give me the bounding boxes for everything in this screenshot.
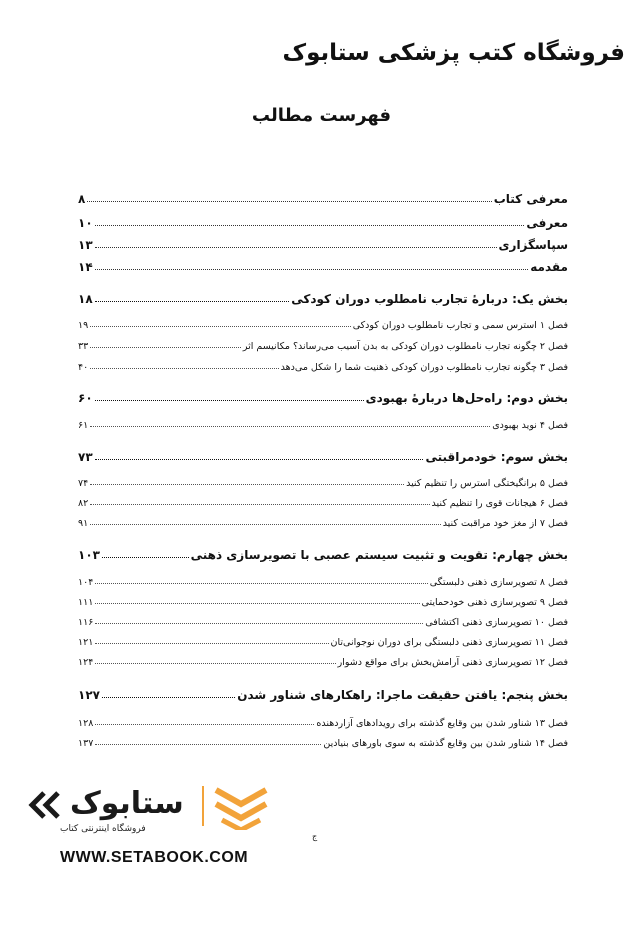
toc-entry-title: فصل ۱۳ شناور شدن بین وقایع گذشته برای رویدادهای آزاردهنده	[316, 718, 568, 729]
toc-entry-title: فصل ۴ نوید بهبودی	[492, 420, 568, 431]
toc-entry-title: فصل ۱۴ شناور شدن بین وقایع گذشته به سوی باورهای بنیادین	[323, 738, 568, 749]
toc-entry-page: ۹۱	[78, 518, 89, 529]
logo-url: WWW.SETABOOK.COM	[60, 849, 249, 866]
toc-entry-page: ۱۰۳	[78, 548, 100, 562]
toc-front-entry	[78, 192, 568, 206]
dot-leader	[90, 504, 429, 505]
toc-entry-page: ۴۰	[78, 362, 89, 373]
toc-entry-page: ۱۳	[78, 238, 93, 252]
arrow-logo-icon	[26, 790, 66, 820]
dot-leader	[90, 484, 404, 485]
toc-chapter-entry	[78, 362, 568, 373]
toc-chapter-entry	[78, 718, 568, 729]
toc-entry-page: ۱۱۱	[78, 597, 94, 608]
logo-tagline: فروشگاه اینترنتی کتاب	[60, 824, 146, 834]
toc-front-entry	[78, 260, 568, 274]
toc-chapter-entry	[78, 738, 568, 749]
toc-chapter-entry	[78, 320, 568, 331]
toc-entry-title: بخش سوم: خودمراقبتی	[425, 450, 568, 464]
dot-leader	[102, 557, 189, 558]
dot-leader	[95, 247, 497, 248]
toc-entry-page: ۱۰	[78, 216, 93, 230]
toc-entry-page: ۱۱۶	[78, 617, 94, 628]
toc-entry-title: بخش چهارم: تقویت و تثبیت سیستم عصبی با تصویرسازی ذهنی	[190, 548, 568, 562]
toc-entry-title: بخش یک: دربارهٔ تجارب نامطلوب دوران کودکی	[291, 292, 568, 306]
toc-entry-title: فصل ۱۰ تصویرسازی ذهنی اکتشافی	[425, 617, 568, 628]
toc-part-entry	[78, 548, 568, 562]
toc-part-entry	[78, 450, 568, 464]
toc-entry-page: ۷۴	[78, 478, 89, 489]
toc-entry-page: ۳۳	[78, 341, 89, 352]
toc-entry-title: سپاسگزاری	[498, 238, 568, 252]
toc-entry-page: ۶۰	[78, 391, 93, 405]
toc-chapter-entry	[78, 657, 568, 668]
toc-entry-title: فصل ۷ از مغز خود مراقبت کنید	[442, 518, 568, 529]
dot-leader	[95, 301, 290, 302]
toc-chapter-entry	[78, 577, 568, 588]
store-title: فروشگاه کتب پزشکی ستابوک	[282, 40, 625, 66]
toc-entry-title: فصل ۱۲ تصویرسازی ذهنی آرامش‌بخش برای مواقع دشوار	[337, 657, 568, 668]
toc-entry-title: فصل ۵ برانگیختگی استرس را تنظیم کنید	[406, 478, 568, 489]
toc-chapter-entry	[78, 617, 568, 628]
toc-entry-page: ۱۹	[78, 320, 89, 331]
dot-leader	[90, 347, 241, 348]
toc-entry-page: ۱۸	[78, 292, 93, 306]
toc-entry-title: فصل ۶ هیجانات قوی را تنظیم کنید	[431, 498, 568, 509]
toc-entry-title: فصل ۱ استرس سمی و تجارب نامطلوب دوران کودکی	[352, 320, 568, 331]
toc-chapter-entry	[78, 518, 568, 529]
dot-leader	[102, 697, 235, 698]
toc-entry-page: ۸۲	[78, 498, 89, 509]
toc-front-entry	[78, 216, 568, 230]
toc-entry-page: ۱۲۷	[78, 688, 100, 702]
toc-entry-page: ۶۱	[78, 420, 89, 431]
logo-separator	[202, 786, 204, 826]
dot-leader	[95, 724, 314, 725]
toc-entry-title: مقدمه	[530, 260, 568, 274]
toc-entry-page: ۸	[78, 192, 86, 206]
toc-entry-title: فصل ۹ تصویرسازی ذهنی خودحمایتی	[421, 597, 568, 608]
logo-brand-text: ستابوک	[70, 786, 184, 821]
toc-part-entry	[78, 292, 568, 306]
book-stack-logo-icon	[212, 784, 270, 830]
toc-chapter-entry	[78, 637, 568, 648]
dot-leader	[95, 744, 321, 745]
toc-front-entry	[78, 238, 568, 252]
toc-entry-title: بخش دوم: راه‌حل‌ها دربارهٔ بهبودی	[365, 391, 568, 405]
toc-title: فهرست مطالب	[251, 105, 392, 126]
dot-leader	[87, 201, 491, 202]
toc-entry-page: ۱۳۷	[78, 738, 94, 749]
dot-leader	[95, 583, 427, 584]
dot-leader	[95, 643, 328, 644]
dot-leader	[95, 269, 529, 270]
page-number: ج	[312, 832, 318, 841]
toc-chapter-entry	[78, 420, 568, 431]
toc-chapter-entry	[78, 498, 568, 509]
toc-entry-title: بخش پنجم: یافتن حقیقت ماجرا: راهکارهای شناور شدن	[237, 688, 568, 702]
dot-leader	[95, 225, 525, 226]
toc-part-entry	[78, 391, 568, 405]
dot-leader	[90, 326, 351, 327]
dot-leader	[95, 400, 364, 401]
toc-entry-page: ۱۴	[78, 260, 93, 274]
toc-part-entry	[78, 688, 568, 702]
toc-entry-title: فصل ۸ تصویرسازی ذهنی دلبستگی	[429, 577, 568, 588]
toc-entry-page: ۱۲۸	[78, 718, 94, 729]
dot-leader	[95, 459, 424, 460]
toc-entry-title: معرفی	[526, 216, 568, 230]
toc-chapter-entry	[78, 478, 568, 489]
toc-entry-title: فصل ۱۱ تصویرسازی ذهنی دلبستگی برای دوران نوجوانی‌تان	[330, 637, 568, 648]
dot-leader	[90, 426, 490, 427]
toc-entry-page: ۷۳	[78, 450, 93, 464]
dot-leader	[95, 663, 335, 664]
dot-leader	[95, 603, 419, 604]
toc-entry-page: ۱۲۱	[78, 637, 94, 648]
toc-entry-title: فصل ۳ چگونه تجارب نامطلوب دوران کودکی ذهنیت شما را شکل می‌دهد	[280, 362, 568, 373]
toc-chapter-entry	[78, 341, 568, 352]
dot-leader	[90, 368, 278, 369]
toc-chapter-entry	[78, 597, 568, 608]
toc-entry-title: فصل ۲ چگونه تجارب نامطلوب دوران کودکی به بدن آسیب می‌رساند؟ مکانیسم اثر	[242, 341, 568, 352]
dot-leader	[95, 623, 423, 624]
dot-leader	[90, 524, 440, 525]
toc-entry-page: ۱۲۴	[78, 657, 94, 668]
toc-entry-title: معرفی کتاب	[493, 192, 568, 206]
toc-entry-page: ۱۰۴	[78, 577, 94, 588]
